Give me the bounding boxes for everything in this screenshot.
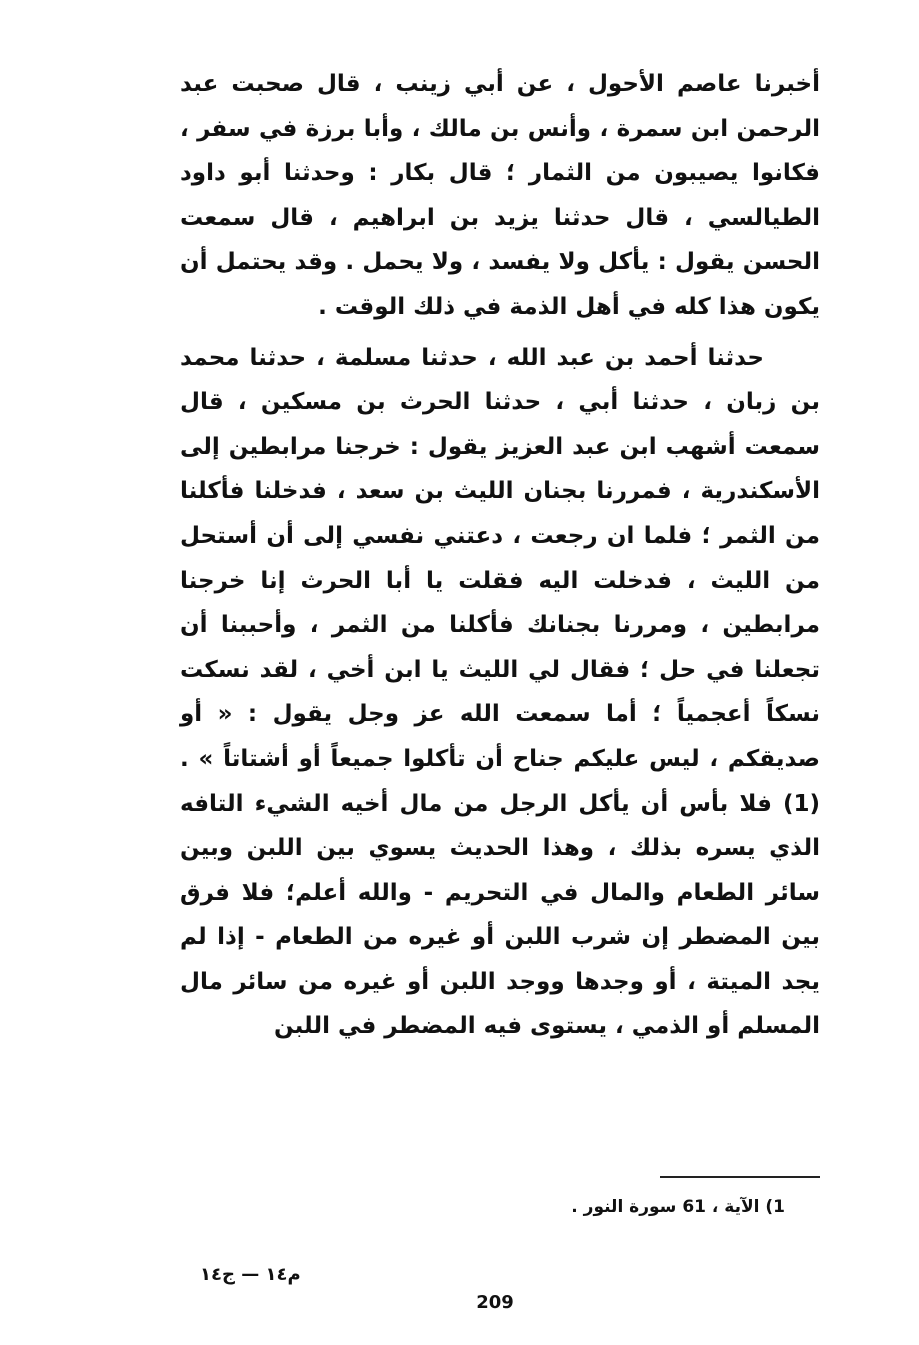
main-text bbox=[180, 62, 820, 1049]
page-number: 209 bbox=[476, 1292, 514, 1313]
footnote-divider bbox=[660, 1176, 820, 1178]
footnote: 1) الآية ، 61 سورة النور . bbox=[571, 1197, 785, 1217]
signature-mark: م١٤ — ج١٤ bbox=[200, 1264, 301, 1285]
paragraph-2: حدثنا أحمد بن عبد الله ، حدثنا مسلمة ، حدثنا محمد بن زبان ، حدثنا أبي ، حدثنا الحرث بن مسكين ، قال سمعت أشهب ابن عبد العزيز يقول : خرجنا مرابطين إلى الأسكندرية ، فمررنا بجنان الليث بن سعد ، فدخلنا فأكلنا من الثمر ؛ فلما ان رجعت ، دعتني نفسي إلى أن أستحل من الليث ، فدخلت اليه فقلت يا أبا الحرث إنا خرجنا مرابطين ، ومررنا بجنانك فأكلنا من الثمر ، وأحببنا أن تجعلنا في حل ؛ فقال لي الليث يا ابن أخي ، لقد نسكت نسكاً أعجمياً ؛ أما سمعت الله عز وجل يقول : « أو صديقكم ، ليس عليكم جناح أن تأكلوا جميعاً أو أشتاتاً » . (1) فلا بأس أن يأكل الرجل من مال أخيه الشيء التافه الذي يسره بذلك ، وهذا الحديث يسوي بين اللبن وبين سائر الطعام والمال في التحريم - والله أعلم؛ فلا فرق بين المضطر إن شرب اللبن أو غيره من الطعام - إذا لم يجد الميتة ، أو وجدها ووجد اللبن أو غيره من سائر مال المسلم أو الذمي ، يستوى فيه المضطر في اللبن bbox=[180, 344, 820, 1040]
paragraph-1: أخبرنا عاصم الأحول ، عن أبي زينب ، قال صحبت عبد الرحمن ابن سمرة ، وأنس بن مالك ، وأبا برزة في سفر ، فكانوا يصيبون من الثمار ؛ قال بكار : وحدثنا أبو داود الطيالسي ، قال حدثنا يزيد بن ابراهيم ، قال سمعت الحسن يقول : يأكل ولا يفسد ، ولا يحمل . وقد يحتمل أن يكون هذا كله في أهل الذمة في ذلك الوقت . bbox=[180, 71, 820, 320]
